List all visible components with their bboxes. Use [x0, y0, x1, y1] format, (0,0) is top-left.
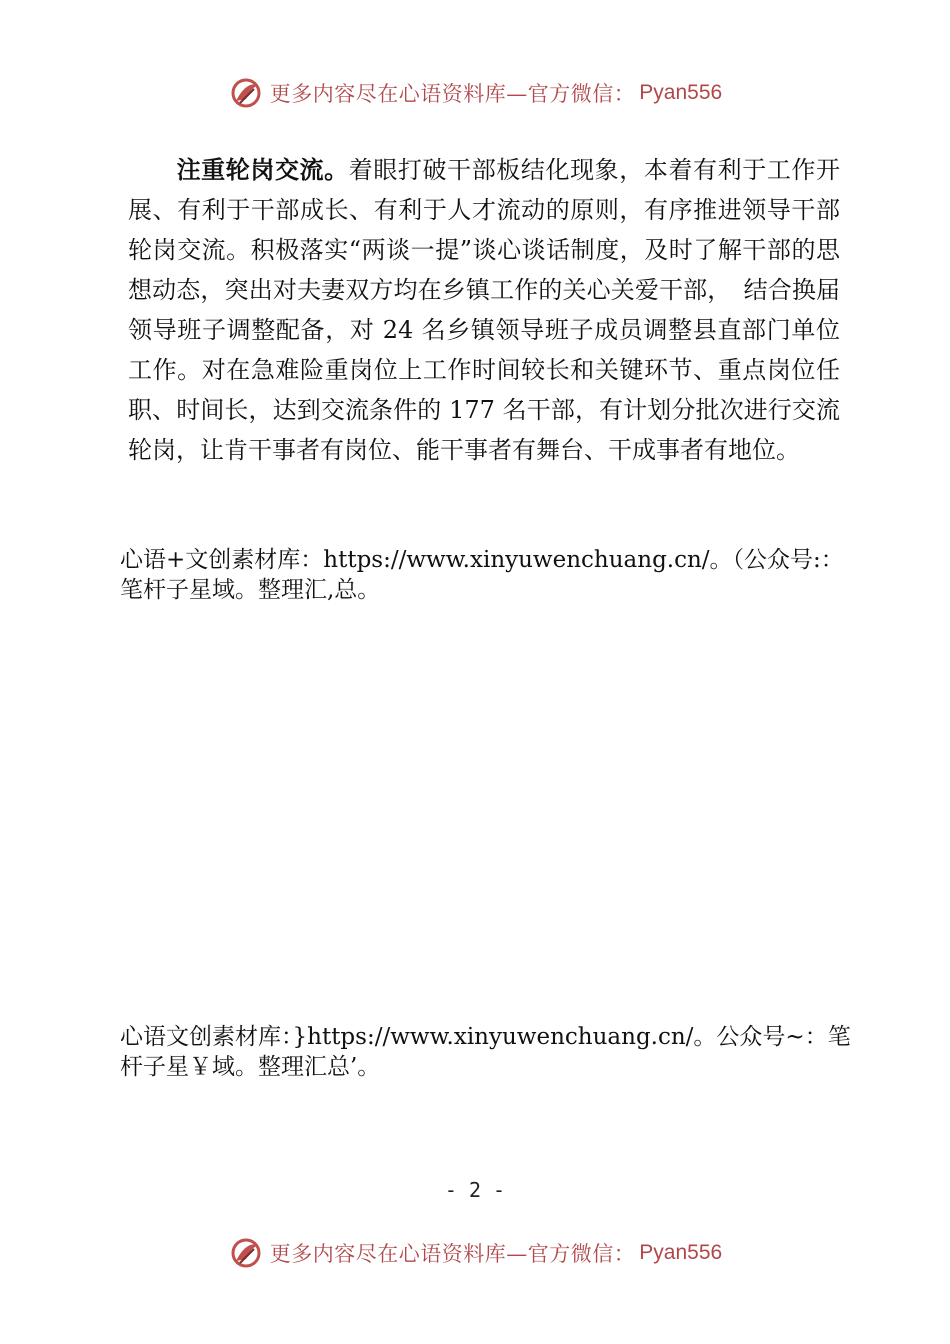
paragraph-text: 着眼打破干部板结化现象，本着有利于工作开展、有利于干部成长、有利于人才流动的原则，有序推进领导干部轮岗交流。积极落实“两谈一提”谈心谈话制度，及时了解干部的思想动态，突出对夫妻双方均在乡镇工作的关心关爱干部， 结合换届领导班子调整配备，对 24 名乡镇领导班子成员调整县直部门单位工作。对在急难险重岗位上工作时间较长和关键环节、重点岗位任职、时间长，达到交流条件的 177 名干部，有计划分批次进行交流轮岗，让肯干事者有岗位、能干事者有舞台、干成事者有地位。: [128, 156, 841, 464]
footer-banner-text: 更多内容尽在心语资料库—官方微信：: [269, 1242, 636, 1266]
header-watermark-banner: [0, 70, 950, 116]
footer-banner-code: Pyan556: [639, 1241, 723, 1264]
header-banner-text: 更多内容尽在心语资料库—官方微信：: [269, 82, 636, 106]
paragraph-lead: 注重轮岗交流。: [176, 156, 349, 184]
footer-watermark-banner: [0, 1230, 950, 1276]
source-note-1: 心语+文创素材库：https://www.xinyuwenchuang.cn/。（公众号:：笔杆子星域。整理汇,总。: [120, 547, 844, 603]
brand-logo-icon: [228, 1235, 264, 1271]
page-number: - 2 -: [444, 1178, 506, 1202]
header-banner-code: Pyan556: [639, 81, 723, 104]
body-paragraph: [128, 150, 840, 470]
source-note-2: 心语文创素材库：}https://www.xinyuwenchuang.cn/。公众号~：笔杆子星￥域。整理汇总’。: [120, 1024, 851, 1080]
brand-logo-icon: [228, 75, 264, 111]
